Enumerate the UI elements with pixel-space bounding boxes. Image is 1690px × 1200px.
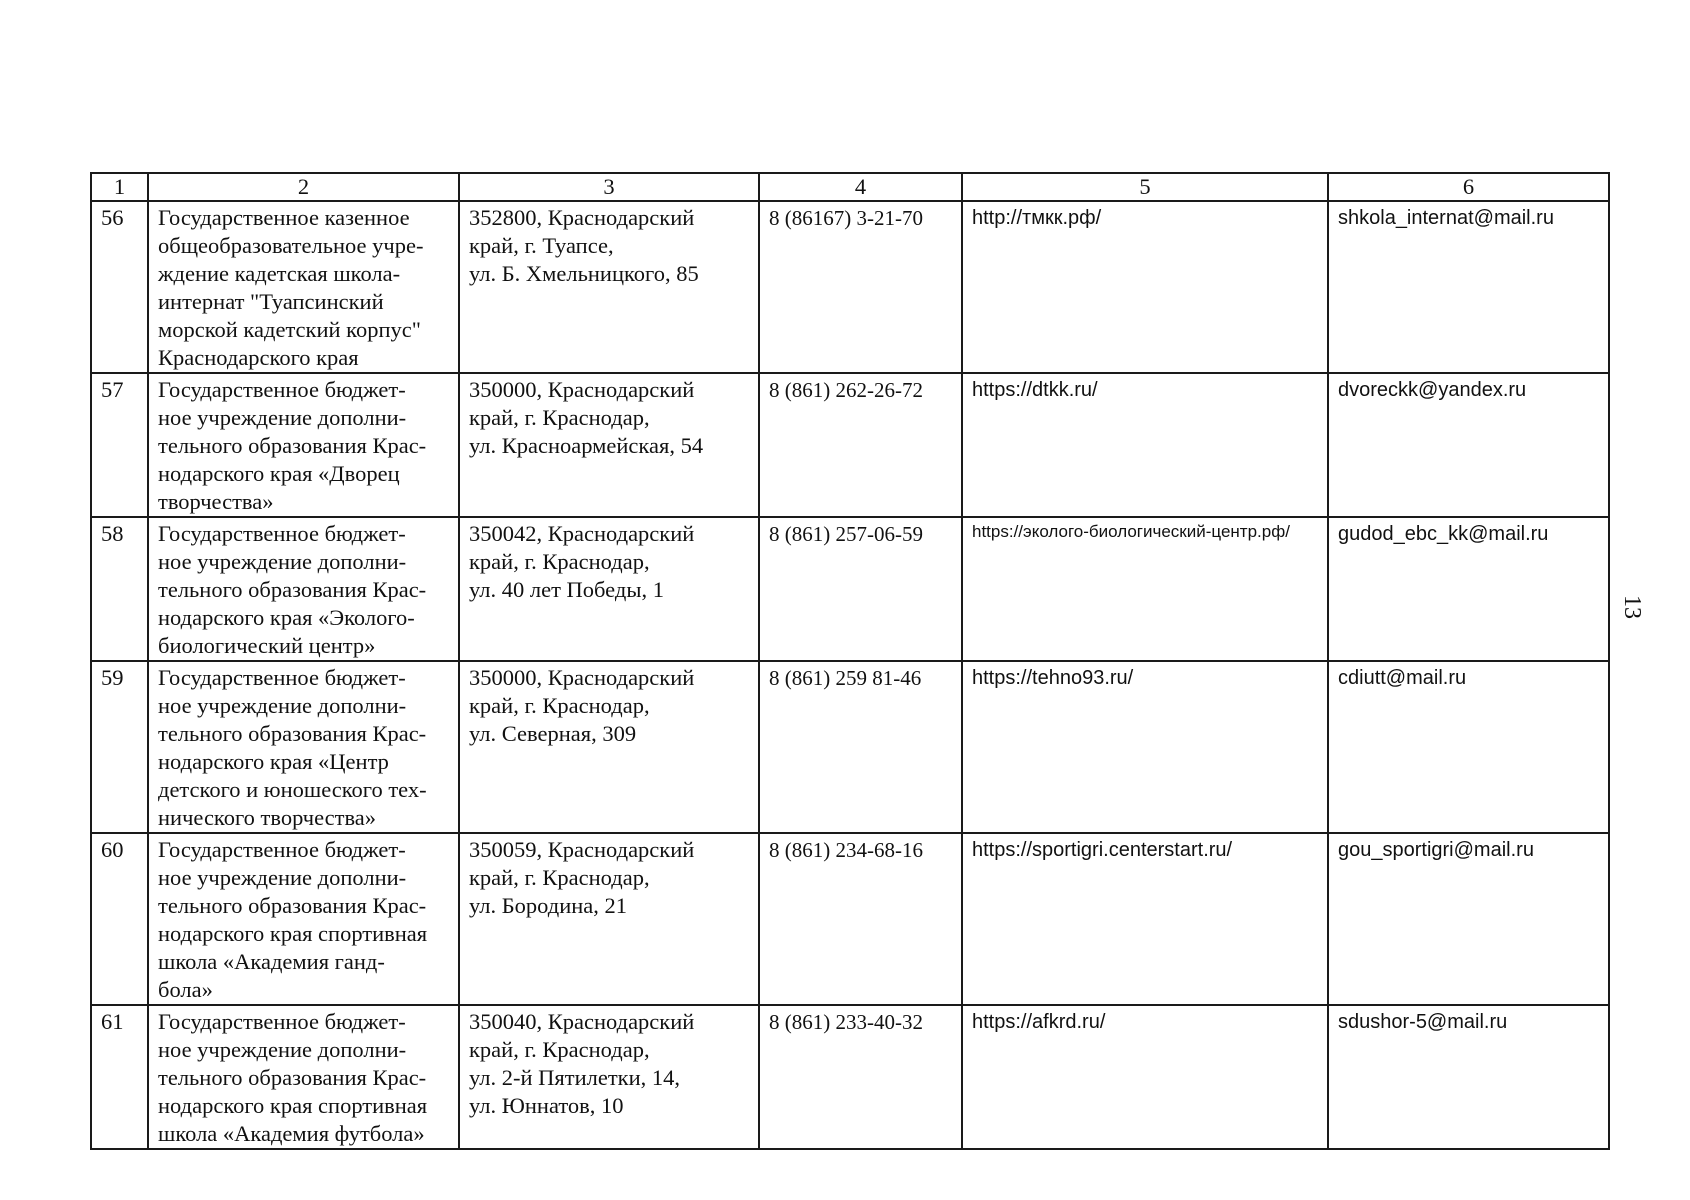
- institution-website[interactable]: https://dtkk.ru/: [962, 373, 1328, 517]
- institution-website[interactable]: https://эколого-биологический-центр.рф/: [962, 517, 1328, 661]
- table-row: [91, 661, 1609, 833]
- institution-name: Государственное бюджет- ное учреждение дополни- тельного образования Крас- нодарского края «Дворец творчества»: [148, 373, 459, 517]
- institution-website[interactable]: https://afkrd.ru/: [962, 1005, 1328, 1149]
- row-number: 60: [91, 833, 148, 1005]
- institution-email[interactable]: gou_sportigri@mail.ru: [1328, 833, 1609, 1005]
- institution-name: Государственное казенное общеобразовательное учре- ждение кадетская школа- интернат "Туапсинский морской кадетский корпус" Краснодарского края: [148, 201, 459, 373]
- institution-phone: 8 (861) 257-06-59: [759, 517, 962, 661]
- institution-phone: 8 (86167) 3-21-70: [759, 201, 962, 373]
- row-number: 56: [91, 201, 148, 373]
- column-number-2: 2: [148, 173, 459, 201]
- column-number-3: 3: [459, 173, 759, 201]
- column-number-1: 1: [91, 173, 148, 201]
- institution-name: Государственное бюджет- ное учреждение дополни- тельного образования Крас- нодарского края спортивная школа «Академия футбола»: [148, 1005, 459, 1149]
- institution-phone: 8 (861) 234-68-16: [759, 833, 962, 1005]
- table-row: [91, 201, 1609, 373]
- institution-email[interactable]: sdushor-5@mail.ru: [1328, 1005, 1609, 1149]
- institution-address: 352800, Краснодарский край, г. Туапсе, ул. Б. Хмельницкого, 85: [459, 201, 759, 373]
- institution-name: Государственное бюджет- ное учреждение дополни- тельного образования Крас- нодарского края «Центр детского и юношеского тех- нического творчества»: [148, 661, 459, 833]
- institution-phone: 8 (861) 259 81-46: [759, 661, 962, 833]
- institution-name: Государственное бюджет- ное учреждение дополни- тельного образования Крас- нодарского края спортивная школа «Академия ганд- бола»: [148, 833, 459, 1005]
- institution-email[interactable]: shkola_internat@mail.ru: [1328, 201, 1609, 373]
- institution-address: 350000, Краснодарский край, г. Краснодар, ул. Красноармейская, 54: [459, 373, 759, 517]
- institution-website[interactable]: https://sportigri.centerstart.ru/: [962, 833, 1328, 1005]
- table-row: [91, 833, 1609, 1005]
- row-number: 61: [91, 1005, 148, 1149]
- row-number: 58: [91, 517, 148, 661]
- row-number: 59: [91, 661, 148, 833]
- column-number-6: 6: [1328, 173, 1609, 201]
- institution-address: 350059, Краснодарский край, г. Краснодар, ул. Бородина, 21: [459, 833, 759, 1005]
- institution-name: Государственное бюджет- ное учреждение дополни- тельного образования Крас- нодарского края «Эколого- биологический центр»: [148, 517, 459, 661]
- institution-address: 350000, Краснодарский край, г. Краснодар, ул. Северная, 309: [459, 661, 759, 833]
- column-number-5: 5: [962, 173, 1328, 201]
- table-row: [91, 517, 1609, 661]
- institution-phone: 8 (861) 262-26-72: [759, 373, 962, 517]
- institution-website[interactable]: http://тмкк.рф/: [962, 201, 1328, 373]
- table-row: [91, 1005, 1609, 1149]
- institution-email[interactable]: dvoreckk@yandex.ru: [1328, 373, 1609, 517]
- institutions-table: [90, 172, 1610, 1150]
- institution-address: 350042, Краснодарский край, г. Краснодар, ул. 40 лет Победы, 1: [459, 517, 759, 661]
- column-number-4: 4: [759, 173, 962, 201]
- institution-website[interactable]: https://tehno93.ru/: [962, 661, 1328, 833]
- table-row: [91, 373, 1609, 517]
- page-number: 13: [1619, 595, 1645, 619]
- institution-address: 350040, Краснодарский край, г. Краснодар, ул. 2-й Пятилетки, 14, ул. Юннатов, 10: [459, 1005, 759, 1149]
- row-number: 57: [91, 373, 148, 517]
- institution-email[interactable]: cdiutt@mail.ru: [1328, 661, 1609, 833]
- column-number-header-row: [91, 173, 1609, 201]
- institution-email[interactable]: gudod_ebc_kk@mail.ru: [1328, 517, 1609, 661]
- institution-phone: 8 (861) 233-40-32: [759, 1005, 962, 1149]
